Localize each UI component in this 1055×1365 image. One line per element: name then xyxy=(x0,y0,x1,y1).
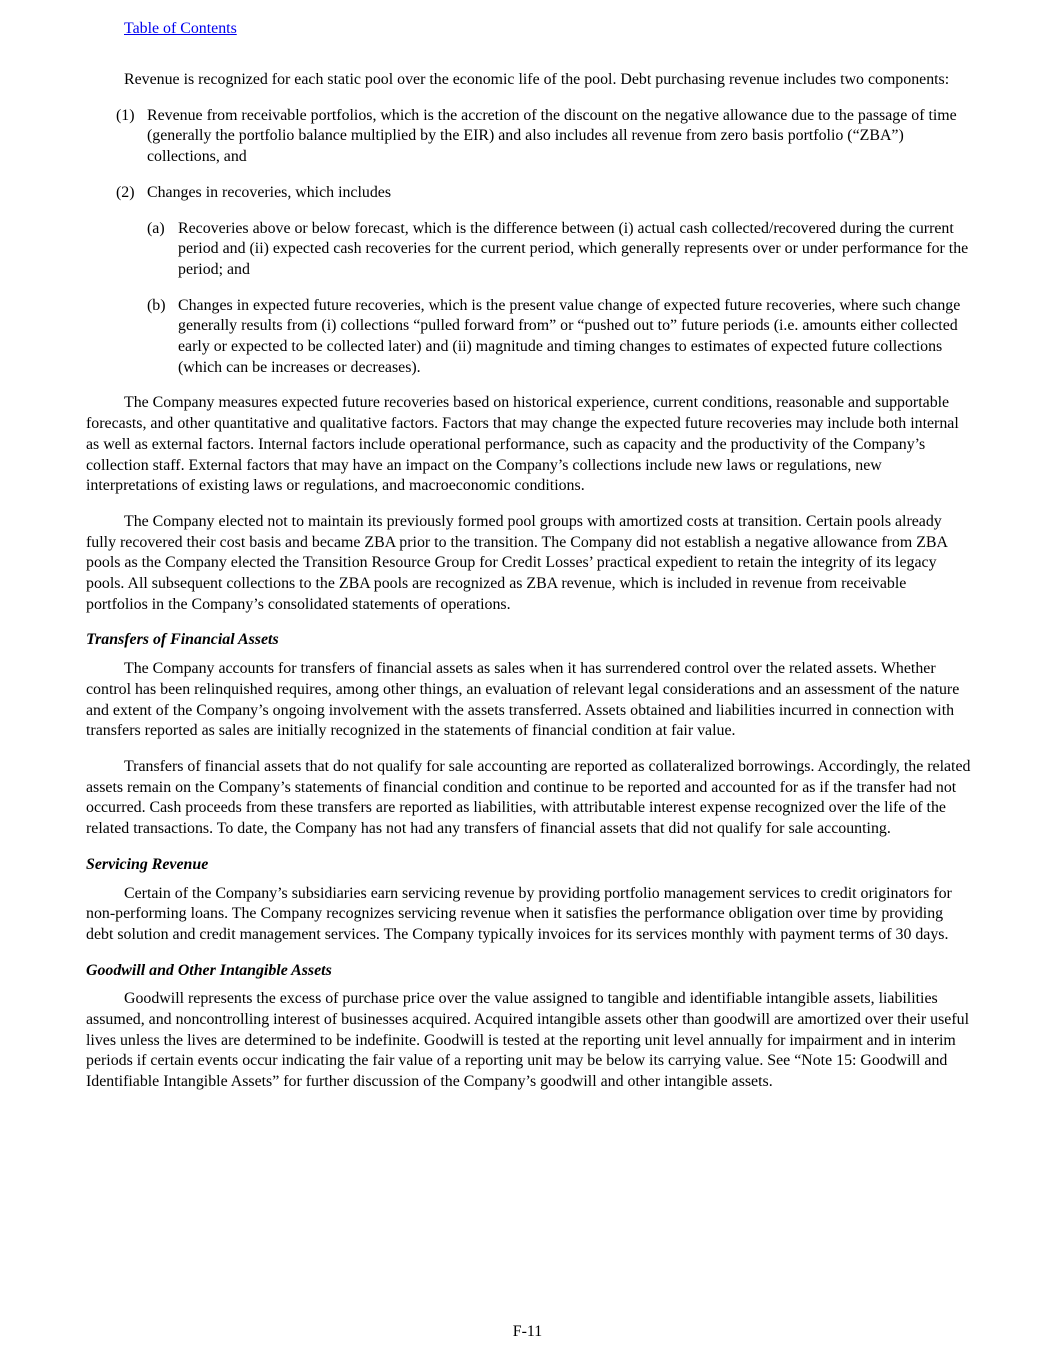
paragraph-servicing-revenue: Certain of the Company’s subsidiaries earn servicing revenue by providing portfolio management services to credit originators for non-performing loans. The Company recognizes servicing revenue when it satisfies the performance obligation over time by providing debt solution and credit management services. The Company typically invoices for its services monthly with payment terms of 30 days. xyxy=(86,884,952,943)
table-of-contents-link[interactable]: Table of Contents xyxy=(124,20,237,37)
paragraph-goodwill: Goodwill represents the excess of purchase price over the value assigned to tangible and identifiable intangible assets, liabilities assumed, and noncontrolling interest of businesses acquired. Acquired intangible assets other than goodwill are amortized over their useful lives unless the lives are determined to be indefinite. Goodwill is tested at the reporting unit level annually for impairment and in interim periods if certain events occur indicating the fair value of a reporting unit may be below its carrying value. See “Note 15: Goodwill and Identifiable Intangible Assets” for further discussion of the Company’s goodwill and other intangible assets. xyxy=(86,990,970,1091)
list-item-2b-letter: (b) xyxy=(147,296,166,314)
paragraph-transfers-borrowings: Transfers of financial assets that do not qualify for sale accounting are reported as collateralized borrowings. Accordingly, the related assets remain on the Company’s statements of financial condition and continue to be reported and accounted for as if the transfer had not occurred. Cash proceeds from these transfers are reported as liabilities, with attributable interest expense recognized over the life of the related transactions. To date, the Company has not had any transfers of financial assets that did not qualify for sale accounting. xyxy=(86,757,971,838)
list-item-1-text: Revenue from receivable portfolios, which is the accretion of the discount on the negative allowance due to the passage of time (generally the portfolio balance multiplied by the EIR) and also includes all revenue from zero basis portfolio (“ZBA”) collections, and xyxy=(147,106,957,166)
list-item-1 xyxy=(86,106,972,168)
heading-transfers-of-financial-assets: Transfers of Financial Assets xyxy=(86,631,279,649)
list-item-2a-text: Recoveries above or below forecast, which is the difference between (i) actual cash collected/recovered during the current period and (ii) expected cash recoveries for the current period, which generally represents over or under performance for the period; and xyxy=(178,219,969,278)
heading-servicing-revenue: Servicing Revenue xyxy=(86,855,209,873)
list-item-2b-text: Changes in expected future recoveries, which is the present value change of expected future recoveries, where such change generally results from (i) collections “pulled forward from” or “pushed out to” future periods (i.e. amounts either collected early or expected to be collected later) and (ii) magnitude and timing changes to estimates of expected future collections (which can be increases or decreases). xyxy=(178,296,961,376)
list-item-2a xyxy=(86,219,972,281)
page-number: F-11 xyxy=(512,1323,543,1340)
list-item-2b xyxy=(86,296,972,379)
list-item-2-text: Changes in recoveries, which includes xyxy=(147,183,392,201)
list-item-1-number: (1) xyxy=(116,106,135,124)
heading-goodwill-intangible-assets: Goodwill and Other Intangible Assets xyxy=(86,961,332,979)
list-item-2-number: (2) xyxy=(116,183,135,201)
document-body xyxy=(86,70,972,1093)
paragraph-debt-revenue-intro: Revenue is recognized for each static pool over the economic life of the pool. Debt purchasing revenue includes two components: xyxy=(124,71,950,88)
paragraph-transfers-sales: The Company accounts for transfers of financial assets as sales when it has surrendered control over the related assets. Whether control has been relinquished requires, among other things, an evaluation of relevant legal considerations and an assessment of the nature and extent of the Company’s ongoing involvement with the assets transferred. Assets obtained and liabilities incurred in connection with transfers reported as sales are initially recognized in the statements of financial condition at fair value. xyxy=(86,660,960,740)
list-item-2 xyxy=(86,183,972,204)
paragraph-pool-groups: The Company elected not to maintain its previously formed pool groups with amortized costs at transition. Certain pools already fully recovered their cost basis and became ZBA prior to the transition. The Company did not establish a negative allowance from ZBA pools as the Company elected the Transition Resource Group for Credit Losses’ practical expedient to retain the integrity of its legacy pools. All subsequent collections to the ZBA pools are recognized as ZBA revenue, which is included in revenue from receivable portfolios in the Company’s consolidated statements of operations. xyxy=(86,512,948,613)
paragraph-expected-recoveries: The Company measures expected future recoveries based on historical experience, current conditions, reasonable and supportable forecasts, and other quantitative and qualitative factors. Factors that may change the expected future recoveries may include both internal as well as external factors. Internal factors include operational performance, such as capacity and the productivity of the Company’s collection staff. External factors that may have an impact on the Company’s collections include new laws or regulations, new interpretations of existing laws or regulations, and macroeconomic conditions. xyxy=(86,394,959,495)
list-item-2a-letter: (a) xyxy=(147,219,165,237)
